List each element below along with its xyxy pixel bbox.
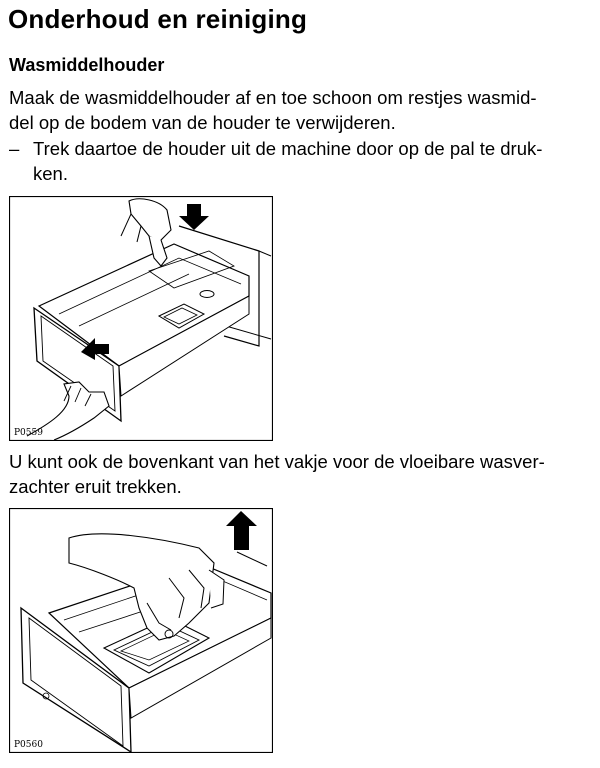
section-heading: Wasmiddelhouder xyxy=(9,55,165,75)
bullet-dash: – xyxy=(9,138,20,159)
figure-softener-cover xyxy=(9,508,273,753)
figure2-label: P0560 xyxy=(14,740,43,750)
page-title: Onderhoud en reiniging xyxy=(8,4,308,34)
softener-cover-illustration xyxy=(9,508,273,753)
intro-line-1: Maak de wasmiddelhouder af en toe schoon om restjes wasmid- xyxy=(9,87,537,108)
bullet-line-2: ken. xyxy=(33,163,68,184)
second-line-2: zachter eruit trekken. xyxy=(9,476,182,497)
figure-drawer-removal xyxy=(9,196,273,441)
figure1-label: P0559 xyxy=(14,428,43,438)
drawer-removal-illustration xyxy=(9,196,273,441)
intro-paragraph xyxy=(9,85,594,135)
second-paragraph xyxy=(9,449,594,499)
bullet-line-1: Trek daartoe de houder uit de machine door op de pal te druk- xyxy=(33,138,543,159)
intro-line-2: del op de bodem van de houder te verwijderen. xyxy=(9,112,396,133)
second-line-1: U kunt ook de bovenkant van het vakje voor de vloeibare wasver- xyxy=(9,451,545,472)
